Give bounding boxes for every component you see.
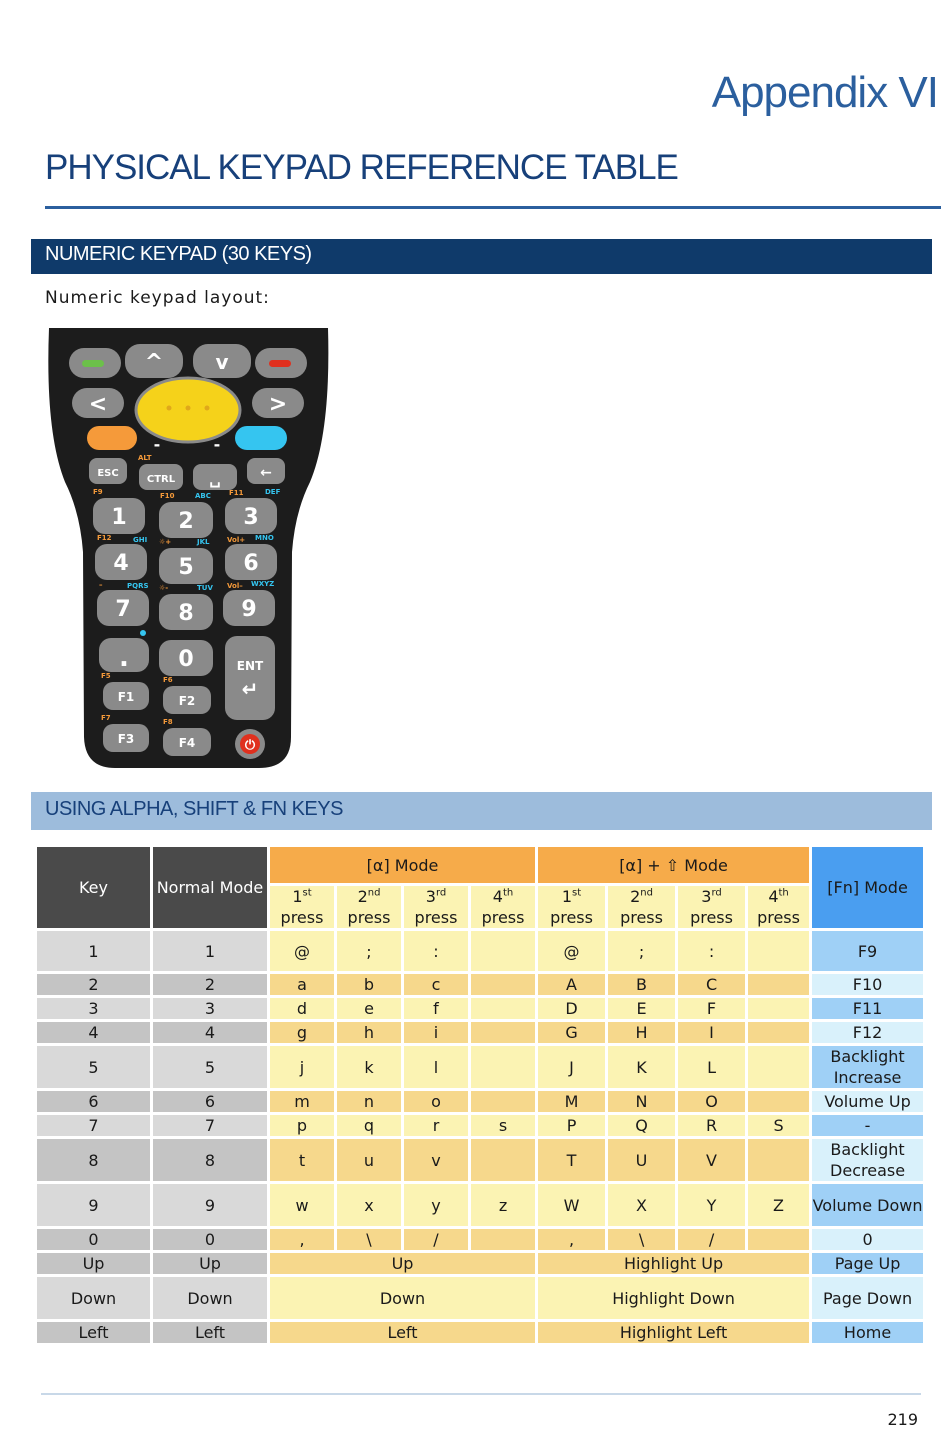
fn-mode-cell: F10 — [812, 974, 923, 995]
key-5: 5 — [178, 555, 194, 580]
header-press-alpha-4 — [471, 886, 535, 928]
f5-label: F5 — [101, 672, 111, 680]
alpha-press-cell: : — [404, 931, 468, 971]
normal-mode-cell: 1 — [153, 931, 267, 971]
backlight-up-label: ☼+ — [159, 538, 172, 546]
abc-label: ABC — [195, 492, 211, 500]
f10-label: F10 — [160, 492, 175, 500]
key-2: 2 — [178, 509, 194, 534]
header-press-alpha-1 — [270, 886, 334, 928]
press-suffix: nd — [640, 887, 653, 899]
f7-label: F7 — [101, 714, 111, 722]
table-row — [37, 1022, 923, 1043]
alpha-press-cell: p — [270, 1115, 334, 1136]
up-arrow-icon: ^ — [144, 350, 164, 375]
alpha-press-cell: e — [337, 998, 401, 1019]
footer-divider — [41, 1393, 921, 1395]
alpha-press-cell: v — [404, 1139, 468, 1181]
shift-press-cell: G — [538, 1022, 605, 1043]
key-cell: 9 — [37, 1184, 150, 1226]
press-suffix: nd — [367, 887, 381, 899]
f11-label: F11 — [229, 489, 244, 497]
alpha-press-cell: q — [337, 1115, 401, 1136]
fn-mode-cell: Page Up — [812, 1253, 923, 1274]
normal-mode-cell: 6 — [153, 1091, 267, 1112]
alpha-press-cell: a — [270, 974, 334, 995]
shift-press-cell — [748, 998, 809, 1019]
table-row — [37, 1322, 923, 1343]
key-0: 0 — [178, 647, 194, 672]
shift-press-cell: X — [608, 1184, 675, 1226]
table-row — [37, 1091, 923, 1112]
green-call-icon — [82, 360, 104, 367]
press-number: 4 — [492, 887, 503, 906]
shift-press-cell: Q — [608, 1115, 675, 1136]
key-dot: . — [119, 643, 129, 673]
key-cell: 3 — [37, 998, 150, 1019]
press-number: 1 — [292, 887, 303, 906]
table-row — [37, 1184, 923, 1226]
ent-key: ENT — [236, 659, 264, 673]
table-row — [37, 1139, 923, 1181]
alt-label: ALT — [138, 454, 152, 462]
press-word: press — [347, 908, 391, 927]
right-arrow-icon: > — [268, 392, 288, 417]
header-alpha-shift-mode: [α] + ⇧ Mode — [538, 847, 809, 883]
shift-press-cell: O — [678, 1091, 745, 1112]
normal-mode-cell: 5 — [153, 1046, 267, 1088]
shift-press-cell: D — [538, 998, 605, 1019]
shift-press-cell — [748, 974, 809, 995]
press-suffix: th — [778, 887, 789, 899]
shift-press-cell — [748, 931, 809, 971]
table-row — [37, 974, 923, 995]
alpha-press-cell: h — [337, 1022, 401, 1043]
f2-key: F2 — [178, 694, 196, 708]
key-cell: 0 — [37, 1229, 150, 1250]
alpha-press-cell: z — [471, 1184, 535, 1226]
table-row — [37, 1229, 923, 1250]
shift-mode-cell: Highlight Down — [538, 1277, 809, 1319]
section-header-numeric-keypad: NUMERIC KEYPAD (30 KEYS) — [31, 239, 932, 274]
press-word: press — [481, 908, 525, 927]
fn-mode-cell: F12 — [812, 1022, 923, 1043]
table-row — [37, 998, 923, 1019]
alpha-mode-cell: Down — [270, 1277, 535, 1319]
press-suffix: th — [502, 887, 514, 899]
key-cell: 1 — [37, 931, 150, 971]
down-arrow-icon: v — [215, 350, 229, 374]
normal-mode-cell: 0 — [153, 1229, 267, 1250]
header-press-shift-3 — [678, 886, 745, 928]
fn-mode-cell: F9 — [812, 931, 923, 971]
header-press-shift-4 — [748, 886, 809, 928]
press-suffix: rd — [711, 887, 722, 899]
press-word: press — [690, 908, 733, 927]
press-word: press — [280, 908, 324, 927]
header-fn-mode: [Fn] Mode — [812, 847, 923, 928]
header-key: Key — [37, 847, 150, 928]
fn-mode-cell: Volume Down — [812, 1184, 923, 1226]
shift-press-cell — [748, 1046, 809, 1088]
shift-press-cell: S — [748, 1115, 809, 1136]
key-8: 8 — [178, 601, 194, 626]
appendix-label: Appendix VI — [711, 68, 938, 117]
header-press-shift-1 — [538, 886, 605, 928]
alpha-press-cell: s — [471, 1115, 535, 1136]
shift-press-cell: C — [678, 974, 745, 995]
intro-text: Numeric keypad layout: — [45, 288, 270, 308]
shift-press-cell: / — [678, 1229, 745, 1250]
normal-mode-cell: 7 — [153, 1115, 267, 1136]
fn-mode-cell: - — [812, 1115, 923, 1136]
alpha-press-cell: m — [270, 1091, 334, 1112]
press-number: 1 — [561, 887, 573, 906]
normal-mode-cell: 9 — [153, 1184, 267, 1226]
shift-press-cell — [748, 1229, 809, 1250]
page-number: 219 — [887, 1410, 918, 1429]
alpha-press-cell: b — [337, 974, 401, 995]
header-normal-mode: Normal Mode — [153, 847, 267, 928]
normal-mode-cell: Down — [153, 1277, 267, 1319]
key-cell: 2 — [37, 974, 150, 995]
alpha-press-cell — [471, 1229, 535, 1250]
backlight-down-label: ☼- — [159, 584, 169, 592]
alpha-press-cell — [471, 1091, 535, 1112]
f9-label: F9 — [93, 488, 103, 496]
press-suffix: st — [572, 887, 582, 899]
header-press-shift-2 — [608, 886, 675, 928]
shift-press-cell: Y — [678, 1184, 745, 1226]
shift-press-cell: : — [678, 931, 745, 971]
shift-press-cell: H — [608, 1022, 675, 1043]
alpha-press-cell — [471, 1139, 535, 1181]
press-word: press — [620, 908, 663, 927]
alpha-press-cell: l — [404, 1046, 468, 1088]
shift-press-cell: B — [608, 974, 675, 995]
title-divider — [45, 206, 941, 209]
backspace-key: ← — [260, 465, 272, 481]
shift-press-cell: T — [538, 1139, 605, 1181]
vol-down-label: Vol– — [227, 582, 243, 590]
press-suffix: st — [302, 887, 312, 899]
press-number: 2 — [630, 887, 641, 906]
press-word: press — [414, 908, 458, 927]
dot-indicator — [140, 630, 146, 636]
shift-press-cell: J — [538, 1046, 605, 1088]
key-4: 4 — [113, 551, 129, 576]
alpha-mode-cell: Up — [270, 1253, 535, 1274]
alpha-press-cell: r — [404, 1115, 468, 1136]
vol-up-label: Vol+ — [227, 536, 246, 544]
pqrs-label: PQRS — [127, 582, 149, 590]
alpha-press-cell: w — [270, 1184, 334, 1226]
dash-mark: - — [213, 435, 221, 454]
table-row — [37, 1046, 923, 1088]
alpha-press-cell: j — [270, 1046, 334, 1088]
normal-mode-cell: 2 — [153, 974, 267, 995]
alpha-press-cell: , — [270, 1229, 334, 1250]
press-word: press — [757, 908, 800, 927]
tuv-label: TUV — [197, 584, 213, 592]
normal-mode-cell: 8 — [153, 1139, 267, 1181]
orange-alpha-key — [87, 426, 137, 450]
mno-label: MNO — [255, 534, 274, 542]
ctrl-key: CTRL — [146, 474, 176, 485]
shift-press-cell: N — [608, 1091, 675, 1112]
normal-mode-cell: Left — [153, 1322, 267, 1343]
minus-label: – — [99, 581, 103, 589]
key-cell: 6 — [37, 1091, 150, 1112]
table-row — [37, 1253, 923, 1274]
shift-press-cell: I — [678, 1022, 745, 1043]
alpha-press-cell: ; — [337, 931, 401, 971]
alpha-press-cell — [471, 998, 535, 1019]
normal-mode-cell: 4 — [153, 1022, 267, 1043]
press-suffix: rd — [435, 887, 447, 899]
key-cell: 5 — [37, 1046, 150, 1088]
press-number: 2 — [357, 887, 368, 906]
press-number: 3 — [425, 887, 436, 906]
shift-press-cell: A — [538, 974, 605, 995]
key-cell: 4 — [37, 1022, 150, 1043]
press-number: 3 — [701, 887, 712, 906]
section-header-alpha-shift-fn: USING ALPHA, SHIFT & FN KEYS — [31, 792, 932, 830]
f6-label: F6 — [163, 676, 173, 684]
space-key: ␣ — [209, 469, 221, 488]
shift-press-cell: , — [538, 1229, 605, 1250]
key-6: 6 — [243, 551, 259, 576]
shift-press-cell: R — [678, 1115, 745, 1136]
shift-press-cell: @ — [538, 931, 605, 971]
def-label: DEF — [265, 488, 281, 496]
ghi-label: GHI — [133, 536, 148, 544]
alpha-press-cell: d — [270, 998, 334, 1019]
normal-mode-cell: 3 — [153, 998, 267, 1019]
alpha-mode-cell: Left — [270, 1322, 535, 1343]
alpha-press-cell: k — [337, 1046, 401, 1088]
alpha-press-cell: o — [404, 1091, 468, 1112]
shift-press-cell: Z — [748, 1184, 809, 1226]
alpha-press-cell: g — [270, 1022, 334, 1043]
shift-press-cell — [748, 1022, 809, 1043]
shift-press-cell: ; — [608, 931, 675, 971]
alpha-press-cell — [471, 931, 535, 971]
key-cell: Left — [37, 1322, 150, 1343]
fn-mode-cell: F11 — [812, 998, 923, 1019]
key-9: 9 — [241, 597, 257, 622]
alpha-press-cell: c — [404, 974, 468, 995]
key-7: 7 — [115, 597, 131, 622]
shift-press-cell: F — [678, 998, 745, 1019]
key-cell: Down — [37, 1277, 150, 1319]
alpha-press-cell: n — [337, 1091, 401, 1112]
alpha-press-cell: y — [404, 1184, 468, 1226]
fn-mode-cell: Home — [812, 1322, 923, 1343]
alpha-press-cell: t — [270, 1139, 334, 1181]
left-arrow-icon: < — [88, 392, 108, 417]
key-cell: Up — [37, 1253, 150, 1274]
table-row — [37, 1277, 923, 1319]
keypad-reference-table — [34, 844, 926, 1346]
shift-mode-cell: Highlight Up — [538, 1253, 809, 1274]
header-press-alpha-3 — [404, 886, 468, 928]
fn-mode-cell: 0 — [812, 1229, 923, 1250]
key-cell: 7 — [37, 1115, 150, 1136]
shift-press-cell — [748, 1139, 809, 1181]
dash-mark: - — [153, 435, 161, 454]
alpha-press-cell: @ — [270, 931, 334, 971]
shift-press-cell: V — [678, 1139, 745, 1181]
jkl-label: JKL — [197, 538, 210, 546]
key-cell: 8 — [37, 1139, 150, 1181]
shift-mode-cell: Highlight Left — [538, 1322, 809, 1343]
normal-mode-cell: Up — [153, 1253, 267, 1274]
alpha-press-cell: / — [404, 1229, 468, 1250]
shift-press-cell: P — [538, 1115, 605, 1136]
shift-press-cell: U — [608, 1139, 675, 1181]
table-row — [37, 1115, 923, 1136]
shift-press-cell: E — [608, 998, 675, 1019]
red-end-icon — [269, 360, 291, 367]
f4-key: F4 — [178, 736, 196, 750]
f8-label: F8 — [163, 718, 173, 726]
enter-arrow-icon: ↵ — [241, 677, 259, 701]
header-press-alpha-2 — [337, 886, 401, 928]
alpha-press-cell — [471, 1046, 535, 1088]
header-alpha-mode: [α] Mode — [270, 847, 535, 883]
f3-key: F3 — [117, 732, 135, 746]
key-1: 1 — [111, 505, 127, 530]
keypad-illustration — [45, 322, 330, 772]
shift-press-cell: L — [678, 1046, 745, 1088]
alpha-press-cell: \ — [337, 1229, 401, 1250]
power-icon: ⏻ — [244, 738, 256, 753]
esc-key: ESC — [97, 468, 119, 479]
shift-press-cell: K — [608, 1046, 675, 1088]
shift-press-cell: M — [538, 1091, 605, 1112]
shift-press-cell — [748, 1091, 809, 1112]
page-title: PHYSICAL KEYPAD REFERENCE TABLE — [45, 148, 678, 187]
fn-mode-cell: Page Down — [812, 1277, 923, 1319]
alpha-press-cell: x — [337, 1184, 401, 1226]
alpha-press-cell — [471, 1022, 535, 1043]
alpha-press-cell: i — [404, 1022, 468, 1043]
fn-mode-cell: Backlight Decrease — [812, 1139, 923, 1181]
f1-key: F1 — [117, 690, 135, 704]
press-number: 4 — [768, 887, 779, 906]
shift-press-cell: \ — [608, 1229, 675, 1250]
table-row — [37, 931, 923, 971]
wxyz-label: WXYZ — [251, 580, 275, 588]
fn-mode-cell: Backlight Increase — [812, 1046, 923, 1088]
cyan-fn-key — [235, 426, 287, 450]
alpha-press-cell — [471, 974, 535, 995]
alpha-press-cell: u — [337, 1139, 401, 1181]
press-word: press — [550, 908, 593, 927]
shift-press-cell: W — [538, 1184, 605, 1226]
fn-mode-cell: Volume Up — [812, 1091, 923, 1112]
f12-label: F12 — [97, 534, 112, 542]
key-3: 3 — [243, 505, 259, 530]
alpha-press-cell: f — [404, 998, 468, 1019]
